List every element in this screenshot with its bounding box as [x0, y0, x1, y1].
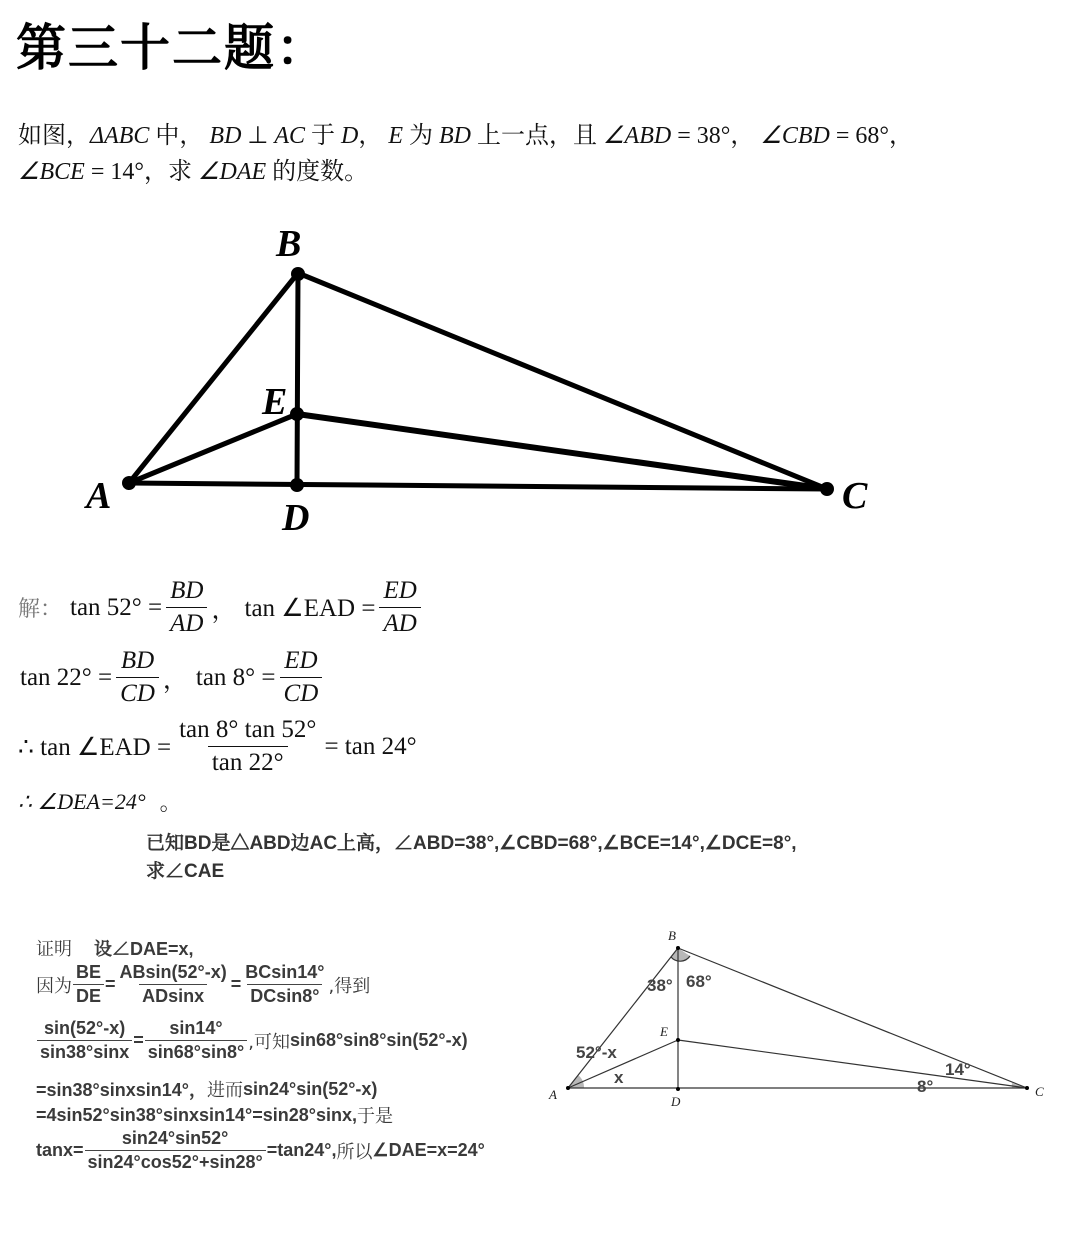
math: ΔABC: [90, 123, 150, 149]
text: 中，: [149, 123, 210, 149]
separator: ，: [162, 666, 188, 694]
solution-row-1: [18, 577, 425, 638]
fraction: $\frac{\sin 14^\circ}{\sin 68^\circ\sin 8^\circ}$: [145, 1018, 247, 1063]
math: ∴ tan ∠EAD =: [18, 733, 172, 761]
vertex-label-a: A: [86, 475, 112, 517]
fraction: $\frac{BE}{DE}$: [73, 962, 104, 1007]
angle-label-dae: x: [614, 1068, 624, 1087]
vertex-label-a: A: [549, 1087, 557, 1102]
proof-row-6: [36, 1128, 485, 1173]
text: 进而: [206, 1080, 243, 1101]
fraction: $\frac{ABsin(52^\circ-x)}{ADsinx}$: [119, 962, 227, 1006]
vertex-label-c: C: [1035, 1084, 1044, 1099]
text: 因为: [36, 975, 72, 997]
text: ，: [358, 123, 389, 149]
text: 于是: [356, 1106, 393, 1127]
math: D: [341, 123, 359, 149]
text: ,可知: [248, 1031, 290, 1053]
separator: ，: [211, 596, 237, 624]
equals: =: [133, 1030, 144, 1050]
equals: =: [230, 974, 242, 994]
math: E: [388, 123, 404, 149]
fraction: $\frac{BCsin14^\circ}{DCsin8^\circ}$: [245, 962, 325, 1006]
fraction: $\frac{BD}{AD}$: [166, 577, 207, 638]
angle-label-bae: 52°-x: [576, 1043, 617, 1062]
given-statement: [146, 830, 797, 886]
page-title: 第三十二题：: [16, 18, 328, 77]
math: tan 8° =: [195, 663, 276, 691]
angle-label-dce: 8°: [917, 1077, 934, 1096]
proof-row-3: [36, 1018, 468, 1063]
math: AC: [274, 123, 305, 149]
equals: =: [105, 974, 116, 994]
text: ∠DAE=x=24°: [372, 1140, 485, 1160]
math: tan ∠EAD =: [244, 594, 376, 622]
math: ∠DAE: [197, 159, 267, 185]
text: sin68°sin8°sin(52°-x): [289, 1030, 468, 1050]
math: tan 52° =: [70, 593, 163, 621]
problem-line-1: [18, 118, 913, 154]
conclusion: ∴ ∠DEA=24°: [18, 788, 146, 814]
fraction: $\frac{BD}{CD}$: [116, 647, 159, 708]
vertex-label-c: C: [842, 475, 868, 517]
text: 如图，: [18, 123, 90, 149]
angle-label-abd: 38°: [647, 976, 673, 995]
text: 为: [403, 123, 440, 149]
text: 于: [305, 123, 341, 149]
period: 。: [159, 790, 182, 815]
text: ,得到: [328, 975, 371, 997]
text: = 14°，求: [84, 159, 198, 185]
proof-row-5: [36, 1102, 393, 1128]
text: =tan24°,: [266, 1140, 337, 1160]
fraction: $\frac{ED}{AD}$: [379, 577, 420, 638]
math: BD: [209, 123, 242, 149]
text: =sin38°sinxsin14°，: [36, 1080, 207, 1100]
solution-row-4: [18, 786, 182, 817]
angle-label-bce: 14°: [945, 1060, 971, 1079]
vertex-label-b: B: [668, 928, 676, 943]
proof-row-2: [36, 962, 370, 1007]
given-line-2: 求∠CAE: [146, 861, 225, 882]
proof-row-1: [36, 935, 194, 961]
math: = tan 24°: [324, 732, 417, 760]
fraction: $\frac{\sin(52^\circ-x)}{\sin 38^\circ\sin x}$: [37, 1018, 132, 1063]
triangle-diagram-main: [0, 200, 1080, 550]
fraction: $\frac{\tan 8^\circ \tan 52^\circ}{\tan 22^\circ}$: [179, 716, 317, 776]
proof-label: 证明: [36, 939, 72, 960]
vertex-label-d: D: [282, 497, 310, 539]
vertex-label-d: D: [671, 1094, 681, 1109]
math: ∠CBD: [760, 123, 830, 149]
text: 设∠DAE=x,: [94, 939, 194, 959]
solution-row-2: [20, 647, 326, 708]
solution-row-3: [18, 716, 417, 777]
text: = 38°，: [671, 123, 761, 149]
math: BD: [439, 123, 472, 149]
math: ∠ABD: [603, 123, 672, 149]
proof-row-4: [36, 1076, 377, 1102]
text: 上一点，且: [471, 123, 604, 149]
text: tanx=: [36, 1140, 84, 1160]
text: sin24°sin(52°-x): [242, 1078, 378, 1099]
text: 所以: [336, 1141, 373, 1163]
fraction: $\frac{\sin 24^\circ\sin 52^\circ}{\sin 24^\circ\cos 52^\circ+\sin 28^\circ}$: [85, 1128, 266, 1173]
vertex-label-e: E: [660, 1024, 668, 1039]
angle-label-cbd: 68°: [686, 972, 712, 991]
problem-line-2: [18, 154, 368, 190]
vertex-label-b: B: [276, 223, 302, 265]
fraction: $\frac{ED}{CD}$: [280, 647, 323, 708]
text: ⊥: [241, 123, 275, 149]
math: ∠BCE: [18, 159, 85, 185]
text: =4sin52°sin38°sinxsin14°=sin28°sinx,: [36, 1104, 357, 1125]
vertex-label-e: E: [262, 381, 288, 423]
triangle-diagram-annotated: [540, 920, 1060, 1120]
solution-label: 解：: [18, 597, 63, 622]
given-line-1: 已知BD是△ABD边AC上高，∠ABD=38°,∠CBD=68°,∠BCE=14°,∠DCE=8°,: [146, 833, 797, 854]
math: tan 22° =: [20, 663, 113, 691]
text: = 68°，: [829, 123, 913, 149]
text: 的度数。: [266, 159, 369, 185]
